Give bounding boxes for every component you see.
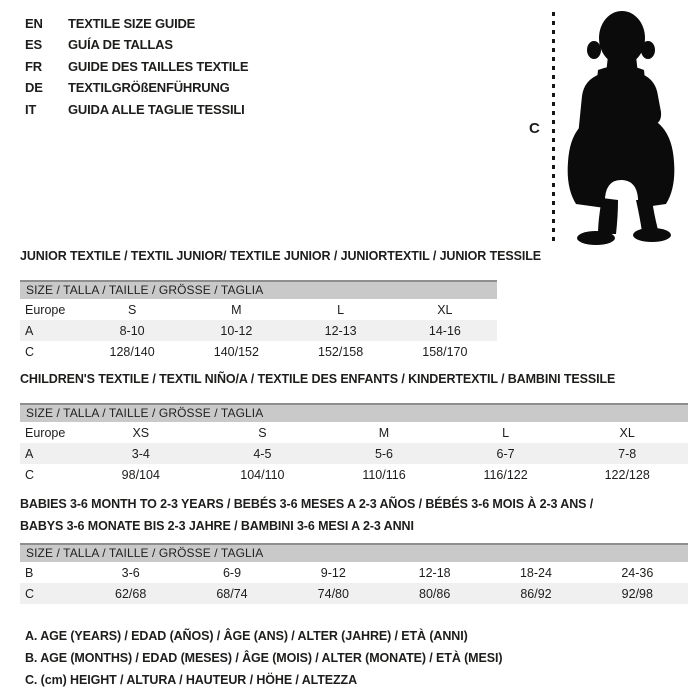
table-cell: 5-6	[374, 446, 394, 461]
table-cell: 152/158	[318, 344, 364, 359]
table-cell: 86/92	[520, 586, 552, 601]
row-label: C	[25, 586, 35, 601]
table-cell: 12-18	[418, 565, 451, 580]
table-cell: 122/128	[604, 467, 650, 482]
table-cell: 3-6	[121, 565, 140, 580]
language-row-es	[25, 34, 248, 55]
table-row-europe	[20, 299, 497, 320]
childrens-textile-section	[20, 372, 688, 485]
childrens-size-table	[20, 422, 688, 485]
table-cell: M	[231, 302, 242, 317]
language-code: IT	[25, 101, 37, 117]
table-cell: L	[502, 425, 510, 440]
table-cell: 140/152	[213, 344, 259, 359]
row-label: C	[25, 344, 35, 359]
table-cell: 3-4	[131, 446, 150, 461]
babies-title-line-2: BABYS 3-6 MONATE BIS 2-3 JAHRE / BAMBINI 3-6 MESI A 2-3 ANNI	[20, 519, 414, 533]
language-row-de	[25, 77, 248, 98]
table-row-age	[20, 320, 497, 341]
junior-title-line: JUNIOR TEXTILE / TEXTIL JUNIOR/ TEXTILE JUNIOR / JUNIORTEXTIL / JUNIOR TESSILE	[20, 249, 541, 263]
table-cell: 24-36	[621, 565, 654, 580]
row-label: A	[25, 323, 34, 338]
table-cell: 116/122	[483, 467, 528, 482]
language-code: FR	[25, 58, 42, 74]
language-row-it	[25, 99, 248, 120]
table-cell: 8-10	[119, 323, 145, 338]
row-label: B	[25, 565, 34, 580]
table-cell: 98/104	[121, 467, 160, 482]
junior-size-header-bar: SIZE / TALLA / TAILLE / GRÖSSE / TAGLIA	[20, 280, 497, 299]
table-cell: 18-24	[519, 565, 552, 580]
table-cell: XL	[437, 302, 453, 317]
table-cell: 104/110	[240, 467, 285, 482]
guide-title-es: GUÍA DE TALLAS	[68, 37, 173, 53]
language-code: EN	[25, 16, 43, 31]
footnote-b: B. AGE (MONTHS) / EDAD (MESES) / ÂGE (MOIS) / ALTER (MONATE) / ETÀ (MESI)	[25, 650, 503, 665]
table-row-height	[20, 464, 688, 485]
table-cell: M	[378, 425, 390, 440]
guide-title-it: GUIDA ALLE TAGLIE TESSILI	[68, 101, 245, 117]
table-cell: S	[258, 425, 267, 440]
table-cell: 110/116	[362, 467, 406, 482]
babies-size-table	[20, 562, 688, 604]
table-cell: XS	[132, 425, 150, 440]
guide-title-fr: GUIDE DES TAILLES TEXTILE	[68, 58, 249, 74]
height-measure-label: C	[529, 120, 540, 137]
childrens-section-title	[20, 372, 688, 387]
guide-title-de: TEXTILGRÖßENFÜHRUNG	[68, 80, 230, 96]
row-label: Europe	[25, 302, 66, 317]
language-row-en	[25, 13, 248, 34]
babies-size-header-bar: SIZE / TALLA / TAILLE / GRÖSSE / TAGLIA	[20, 543, 688, 562]
footnote-c: C. (cm) HEIGHT / ALTURA / HAUTEUR / HÖHE / ALTEZZA	[25, 672, 358, 687]
table-cell: 6-9	[222, 565, 242, 580]
table-row-height	[20, 583, 688, 604]
row-label: C	[25, 467, 35, 482]
junior-textile-section	[20, 249, 541, 362]
table-row-age	[20, 443, 688, 464]
table-cell: 80/86	[419, 586, 451, 601]
language-title-list	[25, 13, 248, 120]
language-row-fr	[25, 56, 248, 77]
table-row-europe	[20, 422, 688, 443]
table-row-height	[20, 341, 497, 362]
babies-section-title	[20, 493, 688, 537]
footnote-a: A. AGE (YEARS) / EDAD (AÑOS) / ÂGE (ANS) / ALTER (JAHRE) / ETÀ (ANNI)	[25, 629, 468, 643]
language-code: DE	[25, 80, 43, 96]
table-cell: 14-16	[428, 323, 461, 338]
table-cell: 12-13	[324, 323, 357, 338]
table-cell: 128/140	[109, 344, 155, 359]
legend-footnotes	[25, 626, 502, 691]
table-cell: 4-5	[253, 446, 272, 461]
language-code: ES	[25, 37, 42, 53]
junior-section-title	[20, 249, 541, 264]
toddler-silhouette-icon	[548, 4, 693, 246]
table-cell: 158/170	[422, 344, 468, 359]
childrens-size-header-bar: SIZE / TALLA / TAILLE / GRÖSSE / TAGLIA	[20, 403, 688, 422]
table-cell: 7-8	[618, 446, 637, 461]
table-cell: 62/68	[115, 586, 147, 601]
table-cell: 10-12	[220, 323, 253, 338]
table-cell: S	[127, 302, 137, 317]
table-cell: XL	[619, 425, 635, 440]
childrens-title-line: CHILDREN'S TEXTILE / TEXTIL NIÑO/A / TEXTILE DES ENFANTS / KINDERTEXTIL / BAMBINI TESSILE	[20, 372, 616, 386]
babies-title-line-1: BABIES 3-6 MONTH TO 2-3 YEARS / BEBÉS 3-6 MESES A 2-3 AÑOS / BÉBÉS 3-6 MOIS À 2-3 ANS /	[20, 497, 594, 511]
table-cell: 6-7	[496, 446, 515, 461]
table-cell: L	[337, 302, 345, 317]
table-cell: 68/74	[216, 586, 248, 601]
row-label: Europe	[25, 425, 66, 440]
table-cell: 92/98	[621, 586, 653, 601]
junior-size-table	[20, 299, 497, 362]
babies-textile-section	[20, 493, 688, 604]
table-cell: 9-12	[320, 565, 346, 580]
table-cell: 74/80	[317, 586, 349, 601]
table-row-months	[20, 562, 688, 583]
guide-title-en: TEXTILE SIZE GUIDE	[68, 16, 196, 31]
row-label: A	[25, 446, 34, 461]
